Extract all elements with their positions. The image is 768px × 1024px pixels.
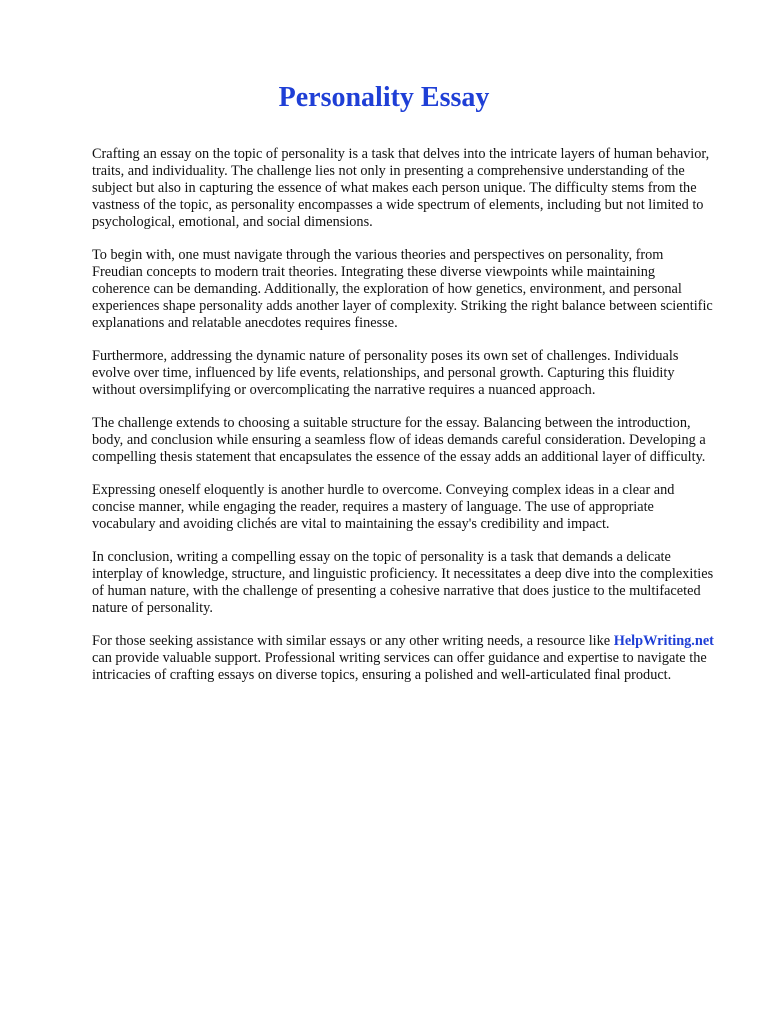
paragraph-1: Crafting an essay on the topic of personality is a task that delves into the intricate layers of human behavior, traits, and individuality. The challenge lies not only in presenting a comprehensive understanding of the subject but also in capturing the essence of what makes each person unique. The difficulty stems from the vastness of the topic, as personality encompasses a wide spectrum of elements, including but not limited to psychological, emotional, and social dimensions. (92, 146, 710, 230)
paragraph-7-after-link: can provide valuable support. Professional writing services can offer guidance and expertise to navigate the intricacies of crafting essays on diverse topics, ensuring a polished and well-articulated final product. (92, 650, 707, 683)
paragraph-6: In conclusion, writing a compelling essay on the topic of personality is a task that demands a delicate interplay of knowledge, structure, and linguistic proficiency. It necessitates a deep dive into the complexities of human nature, with the challenge of presenting a cohesive narrative that does justice to the multifaceted nature of personality. (92, 549, 714, 616)
essay-body (92, 146, 714, 700)
paragraph-4: The challenge extends to choosing a suitable structure for the essay. Balancing between the introduction, body, and conclusion while ensuring a seamless flow of ideas demands careful consideration. Developing a compelling thesis statement that encapsulates the essence of the essay adds an additional layer of difficulty. (92, 415, 706, 465)
paragraph-2: To begin with, one must navigate through the various theories and perspectives on personality, from Freudian concepts to modern trait theories. Integrating these diverse viewpoints while maintaining coherence can be demanding. Additionally, the exploration of how genetics, environment, and personal experiences shape personality adds another layer of complexity. Striking the right balance between scientific explanations and relatable anecdotes requires finesse. (92, 247, 713, 331)
paragraph-5: Expressing oneself eloquently is another hurdle to overcome. Conveying complex ideas in a clear and concise manner, while engaging the reader, requires a mastery of language. The use of appropriate vocabulary and avoiding clichés are vital to maintaining the essay's credibility and impact. (92, 482, 675, 532)
page-title: Personality Essay (278, 82, 490, 113)
paragraph-7 (92, 633, 714, 684)
paragraph-3: Furthermore, addressing the dynamic nature of personality poses its own set of challenges. Individuals evolve over time, influenced by life events, relationships, and personal growth. Capturing this fluidity without oversimplifying or overcomplicating the narrative requires a nuanced approach. (92, 348, 679, 398)
paragraph-7-before-link: For those seeking assistance with similar essays or any other writing needs, a resource like (92, 633, 614, 649)
helpwriting-link[interactable]: HelpWriting.net (613, 633, 714, 649)
